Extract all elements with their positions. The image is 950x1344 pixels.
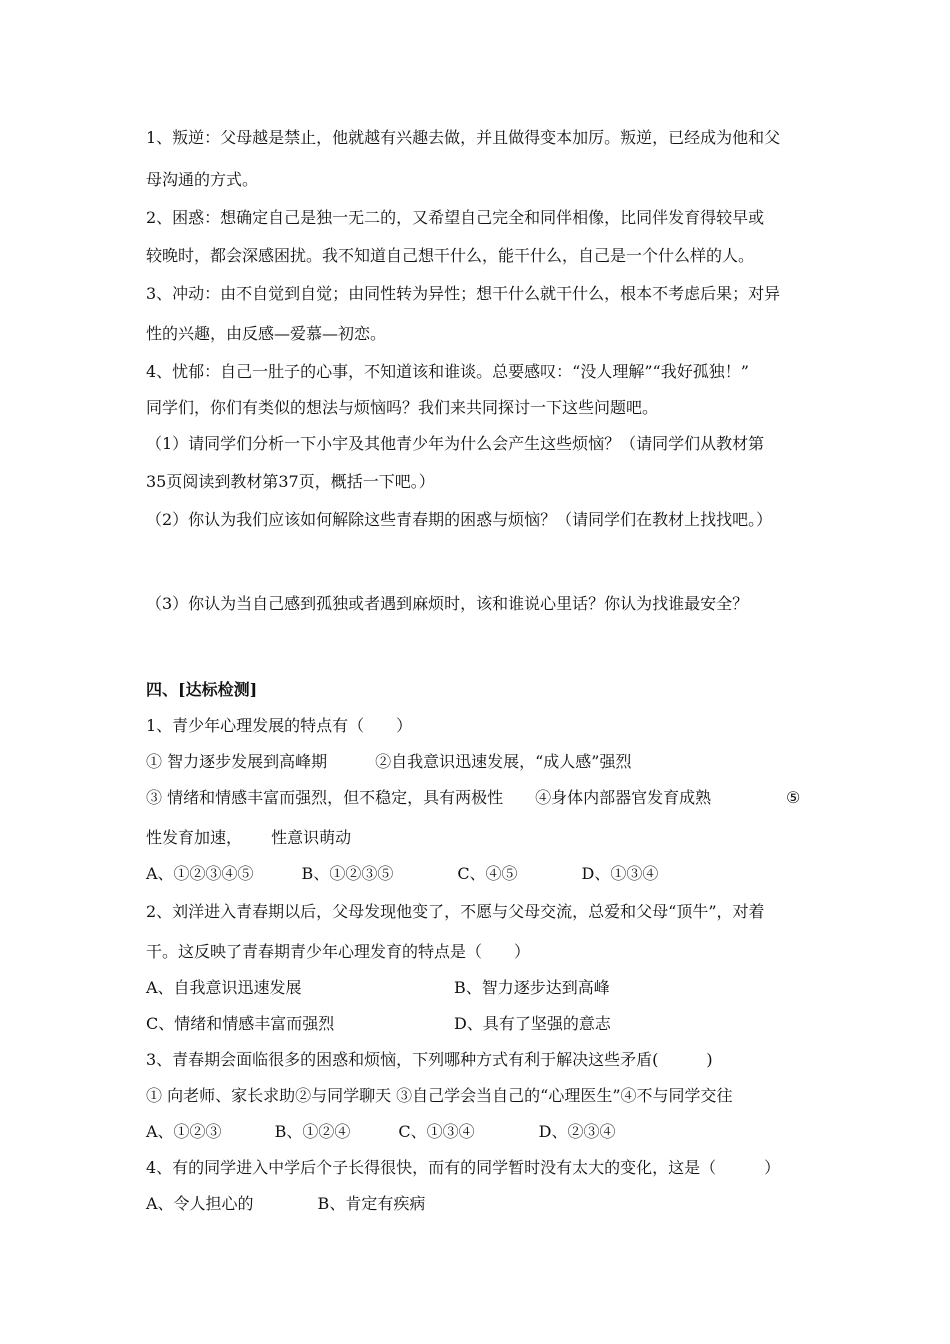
test-question-1-option-5-marker: ⑤ xyxy=(786,788,801,807)
section-heading: 四、[达标检测] xyxy=(146,680,258,699)
test-question-3: 3、青春期会面临很多的困惑和烦恼，下列哪种方式有利于解决这些矛盾( ) xyxy=(146,1050,713,1069)
test-question-3-options: ① 向老师、家长求助②与同学聊天 ③自己学会当自己的“心理医生”④不与同学交往 xyxy=(146,1086,733,1105)
test-question-1-answers: A、①②③④⑤ B、①②③⑤ C、④⑤ D、①③④ xyxy=(146,864,659,883)
question-2: （2）你认为我们应该如何解除这些青春期的困惑与烦恼？（请同学们在教材上找找吧。） xyxy=(146,510,773,529)
question-1-cont: 35页阅读到教材第37页，概括一下吧。） xyxy=(146,472,435,491)
test-question-1-options-a: ① 智力逐步发展到高峰期 ②自我意识迅速发展，“成人感”强烈 xyxy=(146,752,632,771)
test-question-3-answers: A、①②③ B、①②④ C、①③④ D、②③④ xyxy=(146,1122,616,1141)
question-3: （3）你认为当自己感到孤独或者遇到麻烦时，该和谁说心里话？你认为找谁最安全？ xyxy=(146,594,749,613)
paragraph-rebellion: 1、叛逆：父母越是禁止，他就越有兴趣去做，并且做得变本加厉。叛逆，已经成为他和父 xyxy=(146,128,781,147)
paragraph-rebellion-cont: 母沟通的方式。 xyxy=(146,170,259,189)
question-1: （1）请同学们分析一下小宇及其他青少年为什么会产生这些烦恼？（请同学们从教材第 xyxy=(146,434,765,453)
test-question-2-option-c: C、情绪和情感丰富而强烈 xyxy=(146,1014,335,1033)
test-question-2-cont: 干。这反映了青春期青少年心理发育的特点是（ ） xyxy=(146,942,531,961)
paragraph-impulse: 3、冲动：由不自觉到自觉；由同性转为异性；想干什么就干什么，根本不考虑后果；对异 xyxy=(146,284,781,303)
paragraph-melancholy-cont: 同学们，你们有类似的想法与烦恼吗？我们来共同探讨一下这些问题吧。 xyxy=(146,398,659,417)
test-question-2-option-b: B、智力逐步达到高峰 xyxy=(454,978,610,997)
test-question-1: 1、青少年心理发展的特点有（ ） xyxy=(146,716,413,735)
paragraph-confusion: 2、困惑：想确定自己是独一无二的，又希望自己完全和同伴相像，比同伴发育得较早或 xyxy=(146,208,765,227)
paragraph-melancholy: 4、忧郁：自己一肚子的心事，不知道该和谁谈。总要感叹：“没人理解”“我好孤独！” xyxy=(146,362,749,381)
test-question-1-options-b: ③ 情绪和情感丰富而强烈，但不稳定，具有两极性 ④身体内部器官发育成熟 xyxy=(146,788,712,807)
test-question-1-options-c: 性发育加速， 性意识萌动 xyxy=(146,828,352,847)
test-question-4-answers: A、令人担心的 B、肯定有疾病 xyxy=(146,1194,426,1213)
test-question-4: 4、有的同学进入中学后个子长得很快，而有的同学暂时没有太大的变化，这是（ ） xyxy=(146,1158,781,1177)
test-question-2-option-d: D、具有了坚强的意志 xyxy=(454,1014,611,1033)
test-question-2-option-a: A、自我意识迅速发展 xyxy=(146,978,302,997)
paragraph-impulse-cont: 性的兴趣，由反感—爱慕—初恋。 xyxy=(146,324,387,343)
test-question-2: 2、刘洋进入青春期以后，父母发现他变了，不愿与父母交流，总爱和父母“顶牛”，对着 xyxy=(146,902,765,921)
paragraph-confusion-cont: 较晚时，都会深感困扰。我不知道自己想干什么，能干什么，自己是一个什么样的人。 xyxy=(146,246,755,265)
